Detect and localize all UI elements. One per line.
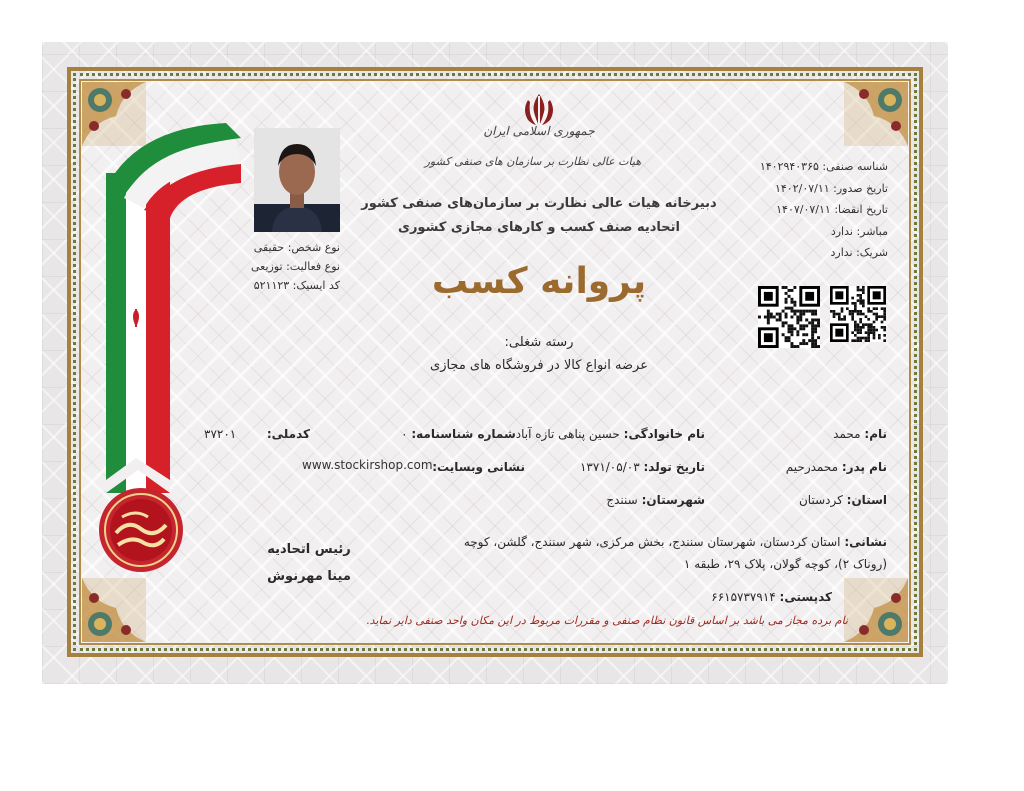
postal-row [690, 590, 832, 604]
address-line-2: (روناک ۲)، کوچه گولان، پلاک ۲۹، طبقه ۱ [683, 557, 887, 571]
birth-row [565, 460, 705, 474]
activity-type: نوع فعالیت: توزیعی [251, 260, 340, 273]
province-label: استان: [846, 493, 887, 507]
address-block [417, 531, 887, 575]
signature-name: مینا مهرنوش [267, 569, 351, 584]
applicant-photo [254, 128, 340, 232]
name-row [812, 427, 887, 441]
city-value: سنندج [606, 493, 638, 507]
category-value: عرضه انواع کالا در فروشگاه های مجازی [430, 358, 648, 373]
council-text: هیات عالی نظارت بر سازمان های صنفی کشور [424, 155, 641, 168]
father-row [742, 460, 887, 474]
family-value: حسین پناهی تازه آباد [515, 427, 620, 441]
family-row [401, 427, 705, 441]
birth-label: تاریخ تولد: [643, 460, 705, 474]
issue-date: تاریخ صدور: ۱۴۰۲/۰۷/۱۱ [774, 181, 888, 195]
manager: مباشر: ندارد [830, 224, 888, 238]
id-number-label: شماره شناسنامه: [411, 427, 516, 441]
name-label: نام: [864, 427, 887, 441]
footer-note: نام برده مجاز می باشد بر اساس قانون نظام صنفی و مقررات مربوط در این مکان واحد صنفی دایر نماید. [366, 614, 848, 627]
qr-code-left [758, 286, 820, 348]
national-code-label: کدملی: [266, 427, 310, 441]
address-label: نشانی: [844, 535, 887, 549]
father-label: نام پدر: [841, 460, 887, 474]
ministry-seal [98, 487, 184, 573]
address-line-1: استان کردستان، شهرستان سنندج، بخش مرکزی، شهر سنندج، گلشن، کوچه [463, 535, 841, 549]
category-label: رسته شغلی: [504, 335, 574, 350]
person-info [200, 238, 340, 295]
website-label: نشانی وبسایت: [432, 460, 525, 474]
permit-info [700, 156, 888, 264]
postal-label: کدپستی: [779, 590, 832, 604]
father-value: محمدرحیم [785, 460, 839, 474]
province-row [772, 493, 887, 507]
city-row [565, 493, 705, 507]
website-value: www.stockirshop.com [302, 458, 433, 472]
certificate-title: پروانه کسب [431, 261, 647, 302]
name-value: محمد [833, 427, 861, 441]
corner-ornament-bottom-right [844, 578, 908, 642]
expiry-date: تاریخ انقضا: ۱۴۰۷/۰۷/۱۱ [776, 203, 888, 216]
city-label: شهرستان: [641, 493, 705, 507]
corner-ornament-bottom-left [82, 578, 146, 642]
postal-value: ۶۶۱۵۷۳۷۹۱۴ [711, 590, 776, 604]
union-title: اتحادیه صنف کسب و کارهای مجازی کشوری [398, 220, 680, 235]
province-value: کردستان [798, 493, 843, 507]
iran-emblem-icon [522, 92, 556, 128]
guild-id: شناسه صنفی: ۱۴۰۲۹۴۰۳۶۵ [759, 160, 888, 173]
secretariat-title: دبیرخانه هیات عالی نظارت بر سازمان‌های صنفی کشور [361, 196, 717, 211]
id-number-value: ۰ [401, 427, 408, 441]
partner: شریک: ندارد [830, 246, 888, 259]
isic-code: کد ایسیک: ۵۲۱۱۲۳ [253, 279, 340, 292]
family-label: نام خانوادگی: [623, 427, 705, 441]
republic-text: جمهوری اسلامی ایران [483, 124, 595, 138]
birth-value: ۱۳۷۱/۰۵/۰۳ [579, 460, 640, 474]
corner-ornament-top-right [844, 82, 908, 146]
qr-code-right [830, 286, 886, 342]
person-type: نوع شخص: حقیقی [253, 241, 340, 254]
signature-role: رئیس اتحادیه [267, 542, 351, 557]
national-code-value: ۳۷۲۰۱ [204, 427, 237, 441]
